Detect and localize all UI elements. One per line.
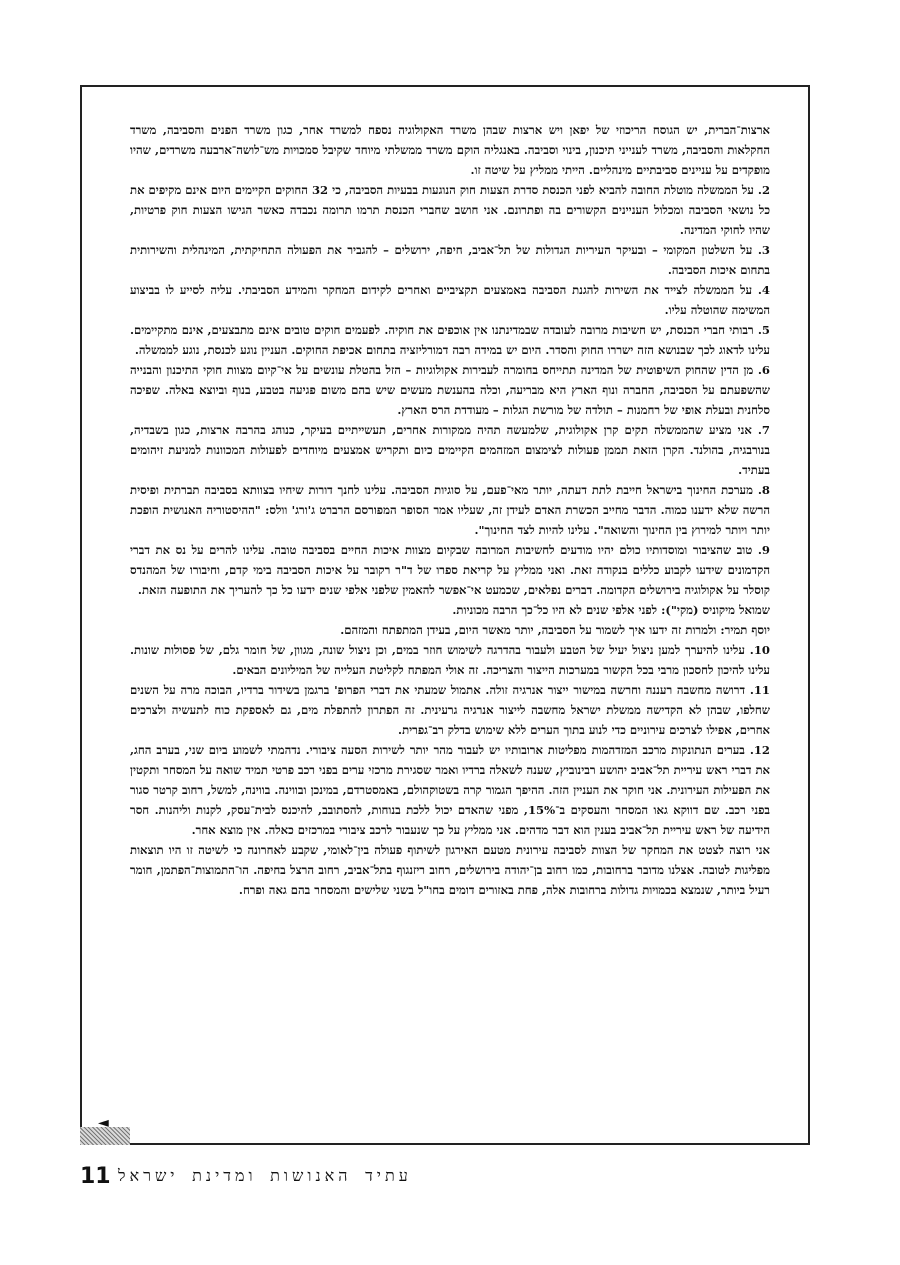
page-footer [80,1164,810,1194]
paragraph: 3. על השלטון המקומי – ובעיקר העיריות הגדולות של תל־אביב, חיפה, ירושלים – להגביר את הפעולה התחיקתית, המינהלית והשירותית בתחום איכות הסביבה. [130,243,770,277]
paragraph: 5. רבותי חברי הכנסת, יש חשיבות מרובה לעובדה שבמדינתנו אין אוכפים את חוקיה. לפעמים חוקים טובים אינם מתבצעים, אינם מתקיימים. עלינו לדאוג לכך שבנושא הזה ישררו החוק והסדר. היום יש במידה רבה דמורליזציה בתחום אכיפת החוקים. העניין נוגע לכנסת, נוגע לממשלה. [130,323,770,357]
paragraph: 10. עלינו להיערך למען ניצול יעיל של הטבע ולעבור בהדרגה לשימוש חוזר במים, וכן ניצול שונה, מגוון, של חומר גלם, של פסולות שונות. עלינו להיכון לחסכון מרבי בכל הקשור במערכות הייצור והצריכה. זה אולי המפתח לקליטת העלייה של המיליונים הבאים. [130,643,770,677]
paragraph: 8. מערכת החינוך בישראל חייבת לתת דעתה, יותר מאי־פעם, על סוגיות הסביבה. עלינו לחנך דורות שיחיו בצוותא בסביבה תברתית ופיסית הרשה שלא ידענו כמוה. הדבר מחייב הכשרת האדם לעידן זה, שעליו אמר הסופר המפורסם הרברט ג'ורג' וולס: "ההיסטוריה האנושית הופכת יותר ויותר למירוץ בין החינוך והשואה". עלינו להיות לצד החינוך". [130,483,770,537]
paragraph: 4. על הממשלה לצייד את השירות להגנת הסביבה באמצעים תקציביים ואחרים לקידום המחקר והמידע הסביבתי. עליה לסייע לו בביצוע המשימה שהוטלה עליו. [130,283,770,317]
paragraph: שמואל מיקוניס (מקי"): לפני אלפי שנים לא היו כל־כך הרבה מכוניות. [452,603,770,617]
paragraph: יוסף תמיר: ולמרות זה ידעו איך לשמור על הסביבה, יותר מאשר היום, בעידן המתפתח והמזהם. [340,623,770,637]
paragraph: 2. על הממשלה מוטלת החובה להביא לפני הכנסת סדרת הצעות חוק הנוגעות בבעיות הסביבה, כי 32 החוקים הקיימים היום אינם מקיפים את כל נושאי הסביבה ומכלול העניינים הקשורים בה ופתרונם. אני חושב שחברי הכנסת תרמו תרומה נכבדה כאשר הגישו הצעות חוק פרטיות, שהיו לחוקי המדינה. [130,183,771,237]
paragraph: 9. טוב שהציבור ומוסדותיו כולם יהיו מודעים לחשיבות המרובה שבקיום מצוות איכות החיים בסביבה טובה. עלינו להרים על נס את דברי הקדמונים שידעו לקבוע כללים בנקודה זאת. ואני ממליץ על קריאת ספרו של ד"ר רקובר על איכות הסביבה בימי קדם, וחיבורו של המהנדס קוסלר על אקולוגיה בירושלים הקדומה. דברים נפלאים, שכמעט אי־אפשר להאמין שלפני אלפי שנים ידעו כל כך להעריך את התופעה הזאת. [130,543,770,597]
paragraph: 12. בערים הנתונקות מרכב המזדהמות מפליטות ארובותיו יש לעבור מהר יותר לשירות הסעה ציבורי. נדהמתי לשמוע ביום שני, בערב החג, את דברי ראש עיריית תל־אביב יהושע רבינוביץ, שענה לשאלה ברדיו ואמר שסגירת מרכזי ערים בפני רכב פרטי תמיד שואה על המסחר ותקטין את הפעילות העירונית. אני חוקר את העניין הזה. ההיפך הגמור קרה בשטוקהולם, באמסטרדם, במינכן ובווינה. בווינה, למשל, רחוב קרטר סגור בפני רכב. שם דווקא גאו המסחר והעסקים ב־15%, מפני שהאדם יכול ללכת בנוחות, להסתובב, להיכנס לבית־עסק, לקנות וליהנות. חסר הידיעה של ראש עיריית תל־אביב בענין הוא דבר מדהים. אני ממליץ על כך שנעבור לרכב ציבורי במרכזים כאלה. אין מוצא אחר. [130,743,770,837]
journal-title: עתיד האנושות ומדינת ישראל [118,1166,412,1185]
paragraph: אני רוצה לצטט את המחקר של הצוות לסביבה עירונית מטעם האירגון לשיתוף פעולה בין־לאומי, שקבע לאחרונה כי לשיטה זו היו תוצאות מפליגות לטובה. אצלנו מדובר ברחובות, כמו רחוב בן־יהודה בירושלים, רחוב ריזנגוף בתל־אביב, רחוב הרצל בחיפה. הו־התמוצות־הפתמן, חומר רעיל ביותר, שנמצא בכמויות גדולות ברחובות אלה, פחת באזורים דומים בחו"ל בשני שלישים והמסחר בהם גאה ופרח. [130,843,770,897]
page-number: 11 [80,1164,111,1189]
paragraph: 11. דרושה מחשבה רעננה וחרשה במישור ייצור אנרגיה זולה. אתמול שמעתי את דברי הפרופ' ברגמן בשידור ברדיו, הבוכה מרה על השנים שחלפו, שבהן לא הקדישה ממשלת ישראל מחשבה לייצור אנרגיה גרעינית. זה הפתרון להתפלת מים, גם לאספקת כוח לתעשיה ולצרכים אחרים, אפילו לצרכים עירוניים כדי לנוע בתוך הערים ללא שימוש בדלק רב־גפרית. [130,683,770,737]
paragraph: ארצות־הברית, יש הגוסח הריכוזי של יפאן ויש ארצות שבהן משרד האקולוגיה נספח למשרד אחר, כגון משרד הפנים והסביבה, משרד החקלאות והסביבה, משרד לענייני תיכנון, בינוי וסביבה. באנגליה הוקם משרד ממשלתי מיוחד שקיבל סמכויות מש־לושה־ארבעה משרדים, שהיו מופקדים על עניינים סביבתיים מינהליים. הייתי ממליץ על שיטה זו. [130,123,770,177]
paragraph: 6. מן הדין שהחוק השיפוטית של המדינה תתייחס בחומרה לעבירות אקולוגיות – הזל בהטלת עונשים על אי־קיום מצוות חוקי התיכנון והבנייה שהשפעתם על הסביבה, החברה ונוף הארץ היא מבריעה, וכלה בהענשת מעשים שיש בהם משום פגיעה בטבע, בנוף וביוצא באלה. שפיכה סלחנית ובעלת אופי של רחמנות – תולדה של מורשת הגלות – מעודדת הרס הארץ. [130,363,770,417]
document-body [130,120,770,900]
paragraph: 7. אני מציע שהממשלה תקים קרן אקולוגית, שלמעשה תהיה ממקורות אחרים, תעשייתיים בעיקר, כנוהג בהרבה ארצות, כגון בשבדיה, בנורבגיה, בהולנד. הקרן הזאת תממן פעולות לצימצום המזהמים הקיימים כיום ותקריש אמצעים מיוחדים לפעולות המכוונות למניעת זיהומים בעתיד. [130,423,770,477]
arrow-left-icon: ◄ [98,1115,109,1131]
